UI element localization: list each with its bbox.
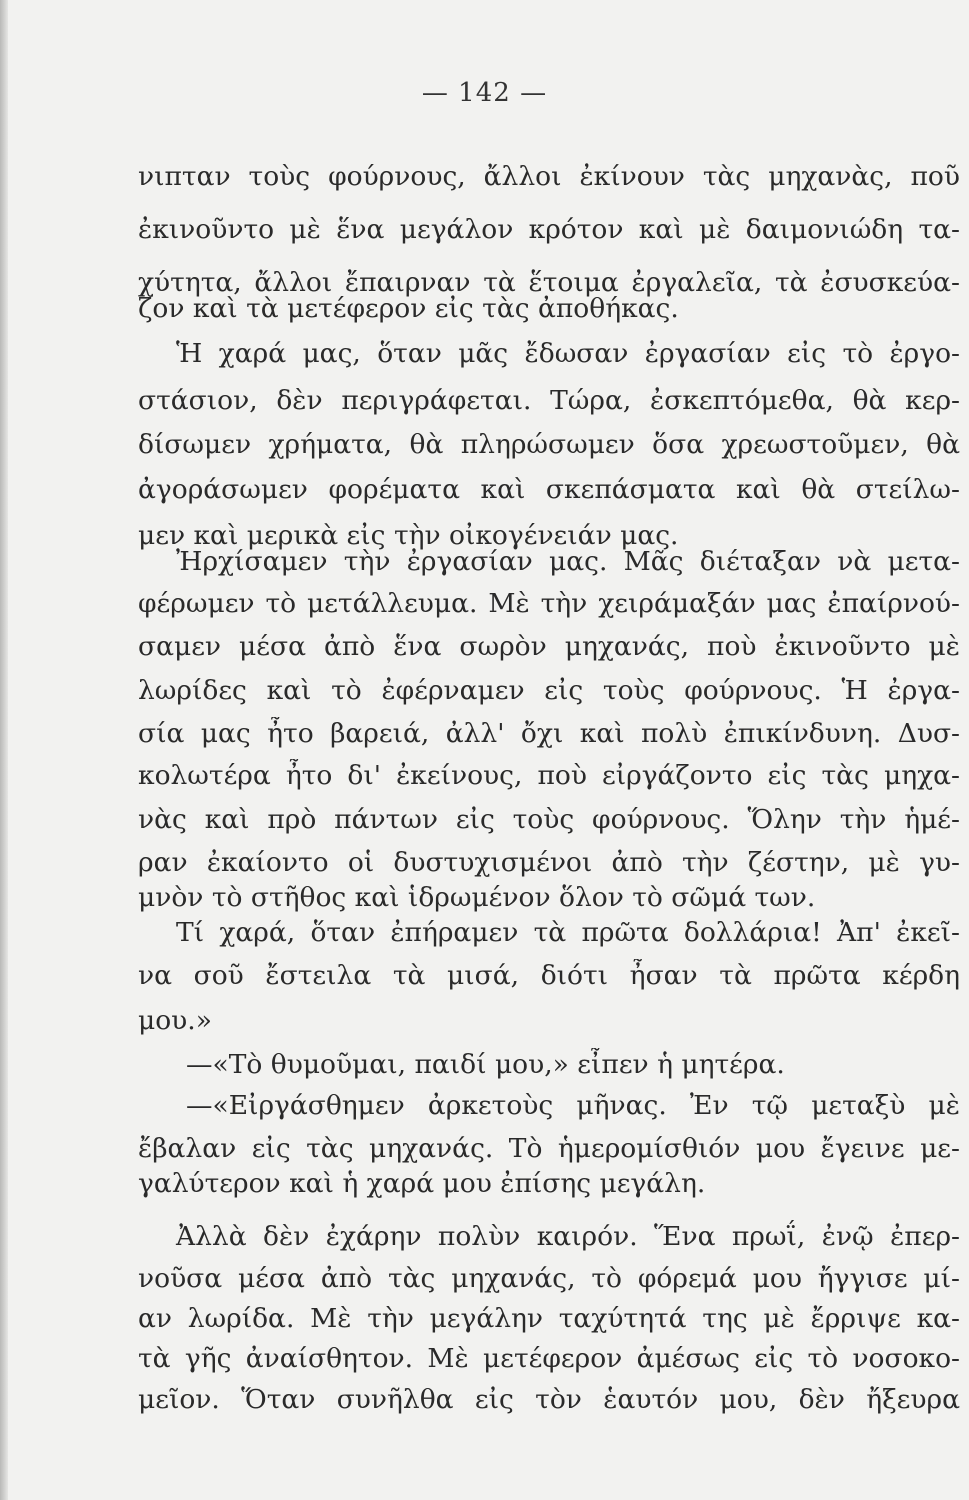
text-line: —«Εἰργάσθημεν ἀρκετοὺς μῆνας. Ἐν τῷ μεταξὺ μὲ	[186, 1090, 960, 1121]
text-line: μεῖον. Ὅταν συνῆλθα εἰς τὸν ἑαυτόν μου, δὲν ἤξευρα	[138, 1384, 960, 1415]
text-line: γαλύτερον καὶ ἡ χαρά μου ἐπίσης μεγάλη.	[138, 1168, 706, 1199]
page-gutter-shadow	[0, 0, 8, 1500]
text-line: ἔβαλαν εἰς τὰς μηχανάς. Τὸ ἡμερομίσθιόν μου ἔγεινε με-	[138, 1133, 960, 1164]
text-line: ραν ἐκαίοντο οἱ δυστυχισμένοι ἀπὸ τὴν ζέστην, μὲ γυ-	[138, 847, 960, 878]
text-line: σαμεν μέσα ἀπὸ ἕνα σωρὸν μηχανάς, ποὺ ἐκινοῦντο μὲ	[138, 631, 960, 662]
text-line: να σοῦ ἔστειλα τὰ μισά, διότι ἦσαν τὰ πρῶτα κέρδη	[138, 960, 960, 991]
text-line: μεν καὶ μερικὰ εἰς τὴν οἰκογένειάν μας.	[138, 520, 679, 551]
text-line: μου.»	[138, 1005, 212, 1036]
text-line: σία μας ἦτο βαρειά, ἀλλ' ὄχι καὶ πολὺ ἐπικίνδυνη. Δυσ-	[138, 718, 960, 749]
text-line: τὰ γῆς ἀναίσθητον. Μὲ μετέφερον ἀμέσως εἰς τὸ νοσοκο-	[138, 1343, 960, 1374]
text-line: κολωτέρα ἦτο δι' ἐκείνους, ποὺ εἰργάζοντο εἰς τὰς μηχα-	[138, 760, 960, 791]
text-line: δίσωμεν χρήματα, θὰ πληρώσωμεν ὅσα χρεωστοῦμεν, θὰ	[138, 429, 960, 460]
text-line: ἐκινοῦντο μὲ ἕνα μεγάλον κρότον καὶ μὲ δαιμονιώδη τα-	[138, 214, 960, 245]
text-line: Τί χαρά, ὅταν ἐπήραμεν τὰ πρῶτα δολλάρια! Ἀπ' ἐκεῖ-	[176, 917, 960, 948]
text-line: ζον καὶ τὰ μετέφερον εἰς τὰς ἀποθήκας.	[138, 293, 679, 324]
text-line: νιπταν τοὺς φούρνους, ἄλλοι ἐκίνουν τὰς μηχανὰς, ποῦ	[138, 161, 960, 192]
text-line: Ἠρχίσαμεν τὴν ἐργασίαν μας. Μᾶς διέταξαν νὰ μετα-	[176, 546, 960, 577]
text-line: νὰς καὶ πρὸ πάντων εἰς τοὺς φούρνους. Ὅλην τὴν ἡμέ-	[138, 804, 960, 835]
text-line: αν λωρίδα. Μὲ τὴν μεγάλην ταχύτητά της μὲ ἔρριψε κα-	[138, 1303, 960, 1334]
text-line: στάσιον, δὲν περιγράφεται. Τώρα, ἐσκεπτόμεθα, θὰ κερ-	[138, 385, 960, 416]
text-line: ἀγοράσωμεν φορέματα καὶ σκεπάσματα καὶ θὰ στείλω-	[138, 474, 960, 505]
text-line: Ἀλλὰ δὲν ἐχάρην πολὺν καιρόν. Ἕνα πρωΐ, ἐνῷ ἐπερ-	[176, 1221, 960, 1252]
text-line: Ἡ χαρά μας, ὅταν μᾶς ἔδωσαν ἐργασίαν εἰς τὸ ἐργο-	[176, 338, 960, 369]
text-line: μνὸν τὸ στῆθος καὶ ἱδρωμένον ὅλον τὸ σῶμά των.	[138, 882, 816, 913]
text-line: λωρίδες καὶ τὸ ἐφέρναμεν εἰς τοὺς φούρνους. Ἡ ἐργα-	[138, 675, 960, 706]
text-line: φέρωμεν τὸ μετάλλευμα. Μὲ τὴν χειράμαξάν μας ἐπαίρνού-	[138, 588, 960, 619]
text-line: —«Τὸ θυμοῦμαι, παιδί μου,» εἶπεν ἡ μητέρα.	[186, 1049, 785, 1080]
text-line: νοῦσα μέσα ἀπὸ τὰς μηχανάς, τὸ φόρεμά μου ἤγγισε μί-	[138, 1263, 960, 1294]
text-line: χύτητα, ἄλλοι ἔπαιρναν τὰ ἕτοιμα ἐργαλεῖα, τὰ ἐσυσκεύα-	[138, 267, 960, 298]
page-number: — 142 —	[421, 78, 548, 108]
